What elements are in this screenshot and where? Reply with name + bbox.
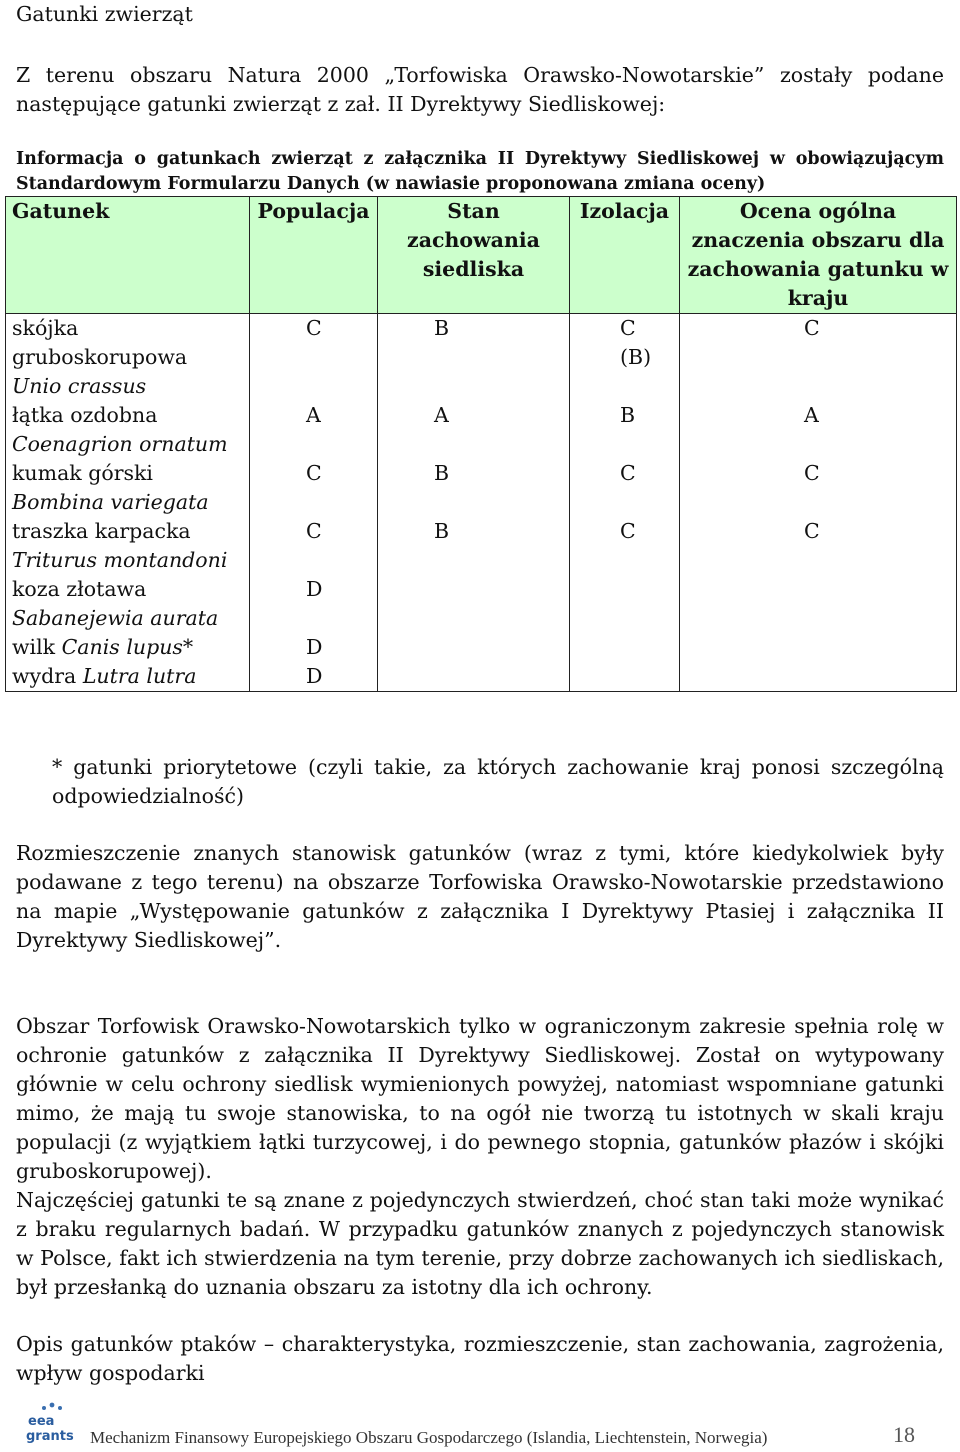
header-stan: Stan zachowania siedliska (378, 197, 570, 314)
paragraph-birds-heading: Opis gatunków ptaków – charakterystyka, rozmieszczenie, stan zachowania, zagrożenia, wpływ gospodarki (16, 1332, 944, 1385)
header-populacja: Populacja (250, 197, 378, 314)
stan-cell: B (378, 314, 570, 402)
paragraph-role: Obszar Torfowisk Orawsko-Nowotarskich tylko w ograniczonym zakresie spełnia rolę w ochronie gatunków z załącznika II Dyrektywy Siedliskowej. Został on wytypowany głównie w celu ochrony siedlisk wymienionych powyżej, natomiast wspomniane gatunki mimo, że mają tu swoje stanowiska, to na ogół nie tworzą tu istotnych w skali kraju populacji (z wyjątkiem łątki turzycowej, i do pewnego stopnia, gatunków płazów i skójki gruboskorupowej). (16, 1014, 944, 1183)
ocena-cell: C (680, 517, 957, 575)
logo-dot (50, 1403, 55, 1408)
eea-grants-logo (22, 1400, 82, 1446)
ocena-cell: C (680, 459, 957, 517)
logo-line2: grants (26, 1429, 74, 1444)
ocena-cell: A (680, 401, 957, 459)
species-name: traszka karpacka (12, 519, 191, 543)
table-row (6, 633, 957, 662)
ocena-cell: C (680, 314, 957, 402)
species-cell (6, 633, 250, 662)
species-cell (6, 662, 250, 692)
table-header-row (6, 197, 957, 314)
table-caption: Informacja o gatunkach zwierząt z załącznika II Dyrektywy Siedliskowej w obowiązującym Standardowym Formularzu Danych (w nawiasie proponowana zmiana oceny) (16, 149, 944, 194)
stan-cell (378, 575, 570, 633)
ocena-cell (680, 662, 957, 692)
species-name: skójka gruboskorupowa (12, 316, 188, 369)
table-row (6, 662, 957, 692)
table-row (6, 314, 957, 402)
header-gatunek: Gatunek (6, 197, 250, 314)
populacja-cell: C (250, 517, 378, 575)
species-latin: Bombina variegata (12, 490, 209, 514)
species-cell (6, 575, 250, 633)
stan-cell: B (378, 459, 570, 517)
species-latin: Lutra lutra (82, 664, 197, 688)
species-cell (6, 459, 250, 517)
izolacja-cell: C (B) (570, 314, 680, 402)
footer-text: Mechanizm Finansowy Europejskiego Obszaru Gospodarczego (Islandia, Liechtenstein, Norwegia) (90, 1428, 768, 1447)
paragraph-distribution: Rozmieszczenie znanych stanowisk gatunków (wraz z tymi, które kiedykolwiek były podawane z tego terenu) na obszarze Torfowiska Orawsko-Nowotarskie przedstawiono na mapie „Występowanie gatunków z załącznika I Dyrektywy Ptasiej i załącznika II Dyrektywy Siedliskowej”. (16, 841, 944, 952)
species-name: koza złotawa (12, 577, 147, 601)
section-title: Gatunki zwierząt (16, 2, 193, 26)
izolacja-cell (570, 633, 680, 662)
stan-cell: A (378, 401, 570, 459)
stan-cell (378, 633, 570, 662)
populacja-cell: C (250, 314, 378, 402)
priority-species-note: * gatunki priorytetowe (czyli takie, za których zachowanie kraj ponosi szczególną odpowiedzialność) (52, 755, 944, 808)
header-izolacja: Izolacja (570, 197, 680, 314)
species-name: kumak górski (12, 461, 153, 485)
ocena-cell (680, 575, 957, 633)
species-latin: Sabanejewia aurata (12, 606, 219, 630)
intro-paragraph: Z terenu obszaru Natura 2000 „Torfowiska Orawsko-Nowotarskie” zostały podane następujące gatunki zwierząt z zał. II Dyrektywy Siedliskowej: (16, 63, 944, 116)
ocena-cell (680, 633, 957, 662)
izolacja-cell (570, 575, 680, 633)
stan-cell: B (378, 517, 570, 575)
species-table (5, 196, 957, 692)
table-row (6, 401, 957, 459)
species-cell (6, 517, 250, 575)
logo-dot (42, 1406, 46, 1410)
species-latin: Coenagrion ornatum (12, 432, 228, 456)
table-row (6, 517, 957, 575)
page-footer (0, 1396, 960, 1452)
stan-cell (378, 662, 570, 692)
species-cell (6, 314, 250, 402)
species-name: wydra (12, 664, 77, 688)
table-row (6, 459, 957, 517)
izolacja-cell: C (570, 517, 680, 575)
species-latin: Triturus montandoni (12, 548, 228, 572)
table-row (6, 575, 957, 633)
species-name: łątka ozdobna (12, 403, 158, 427)
header-ocena: Ocena ogólna znaczenia obszaru dla zachowania gatunku w kraju (680, 197, 957, 314)
paragraph-records: Najczęściej gatunki te są znane z pojedynczych stwierdzeń, choć stan taki może wynikać z braku regularnych badań. W przypadku gatunków znanych z pojedynczych stanowisk w Polsce, fakt ich stwierdzenia na tym terenie, przy dobrze zachowanych ich siedliskach, był przesłanką do uznania obszaru za istotny dla ich ochrony. (16, 1188, 944, 1299)
logo-dot (58, 1406, 62, 1410)
species-latin: Unio crassus (12, 374, 147, 398)
populacja-cell: D (250, 633, 378, 662)
izolacja-cell: C (570, 459, 680, 517)
populacja-cell: D (250, 662, 378, 692)
page-number: 18 (893, 1422, 915, 1447)
izolacja-cell: B (570, 401, 680, 459)
logo-line1: eea (28, 1414, 55, 1429)
species-name: wilk (12, 635, 56, 659)
populacja-cell: D (250, 575, 378, 633)
izolacja-cell (570, 662, 680, 692)
populacja-cell: A (250, 401, 378, 459)
species-cell (6, 401, 250, 459)
populacja-cell: C (250, 459, 378, 517)
species-latin: Canis lupus* (61, 635, 194, 659)
